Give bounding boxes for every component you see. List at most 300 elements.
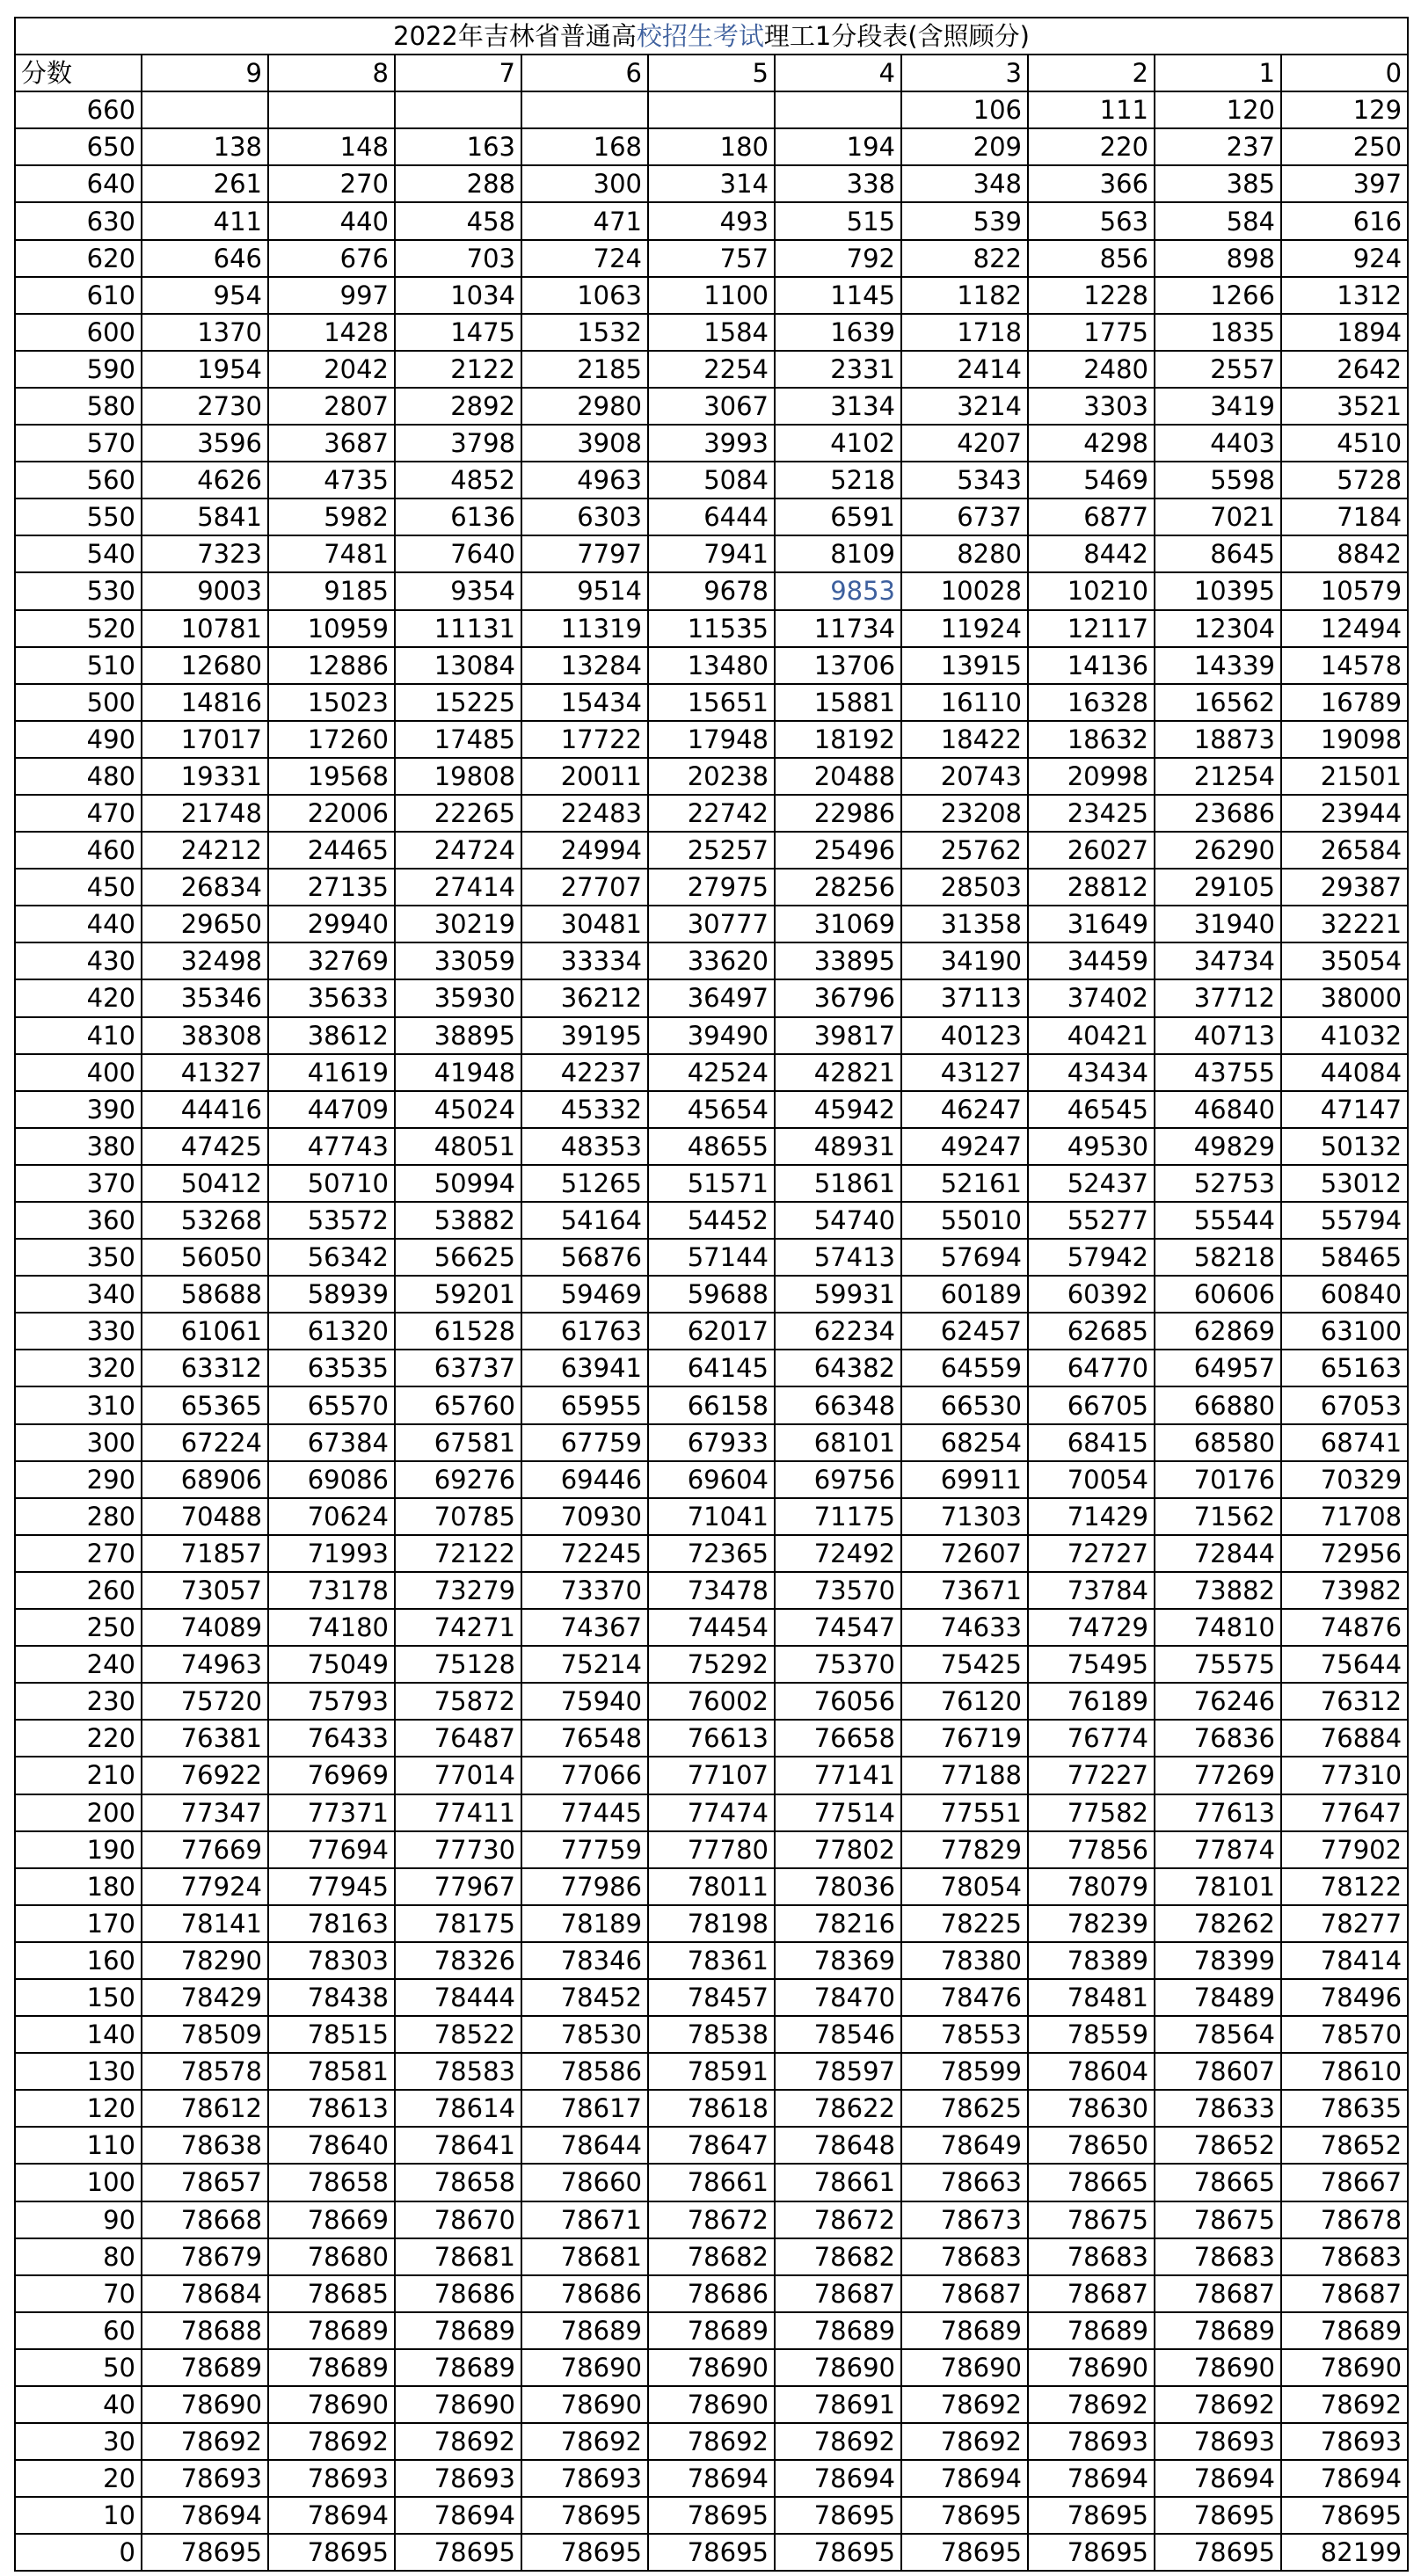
count-cell: 53012 (1281, 1165, 1408, 1202)
count-cell: 67053 (1281, 1386, 1408, 1423)
count-cell: 78692 (268, 2423, 395, 2460)
count-cell: 38895 (395, 1017, 521, 1054)
row-score-cell: 380 (15, 1128, 142, 1165)
count-cell: 78695 (648, 2534, 775, 2571)
count-cell: 60189 (901, 1276, 1028, 1313)
count-cell: 10579 (1281, 572, 1408, 609)
row-score-cell: 320 (15, 1350, 142, 1386)
row-score-cell: 240 (15, 1646, 142, 1683)
count-cell: 7640 (395, 535, 521, 572)
count-cell: 120 (1155, 91, 1281, 128)
count-cell: 54164 (521, 1202, 648, 1239)
count-cell: 3067 (648, 388, 775, 425)
count-cell: 78163 (268, 1905, 395, 1942)
count-cell: 5982 (268, 498, 395, 535)
count-cell: 78607 (1155, 2053, 1281, 2090)
count-cell: 2185 (521, 351, 648, 388)
count-cell: 78591 (648, 2053, 775, 2090)
count-cell: 71708 (1281, 1498, 1408, 1535)
count-cell: 2807 (268, 388, 395, 425)
row-score-cell: 430 (15, 942, 142, 979)
count-cell: 78694 (648, 2460, 775, 2497)
count-cell: 78693 (268, 2460, 395, 2497)
count-cell: 78695 (142, 2534, 268, 2571)
count-cell: 29387 (1281, 869, 1408, 906)
count-cell: 78652 (1155, 2127, 1281, 2164)
count-cell: 78695 (268, 2534, 395, 2571)
table-row (15, 535, 1408, 572)
count-cell: 60840 (1281, 1276, 1408, 1313)
count-cell: 703 (395, 240, 521, 277)
count-cell (648, 91, 775, 128)
count-cell: 78225 (901, 1905, 1028, 1942)
count-cell: 78690 (901, 2349, 1028, 2386)
count-cell: 78672 (775, 2201, 901, 2238)
count-cell: 77227 (1028, 1757, 1155, 1794)
count-cell: 55544 (1155, 1202, 1281, 1239)
count-cell: 220 (1028, 128, 1155, 165)
count-cell: 78692 (142, 2423, 268, 2460)
count-cell: 38612 (268, 1017, 395, 1054)
count-cell: 78101 (1155, 1868, 1281, 1905)
table-row (15, 2349, 1408, 2386)
row-score-cell: 650 (15, 128, 142, 165)
count-cell: 584 (1155, 202, 1281, 239)
count-cell: 129 (1281, 91, 1408, 128)
count-cell: 78546 (775, 2016, 901, 2053)
count-cell: 7481 (268, 535, 395, 572)
count-cell: 78684 (142, 2275, 268, 2312)
count-cell: 4403 (1155, 425, 1281, 462)
count-cell: 78675 (1155, 2201, 1281, 2238)
count-cell: 78690 (1155, 2349, 1281, 2386)
count-cell: 24994 (521, 832, 648, 869)
count-cell: 32221 (1281, 906, 1408, 942)
row-score-cell: 660 (15, 91, 142, 128)
count-cell: 78695 (775, 2534, 901, 2571)
count-cell: 5841 (142, 498, 268, 535)
count-cell: 24212 (142, 832, 268, 869)
count-cell: 13915 (901, 647, 1028, 684)
count-cell: 78399 (1155, 1942, 1281, 1979)
row-score-cell: 560 (15, 462, 142, 498)
count-cell: 78675 (1028, 2201, 1155, 2238)
count-cell: 47743 (268, 1128, 395, 1165)
count-cell: 45332 (521, 1091, 648, 1128)
count-cell: 65570 (268, 1386, 395, 1423)
count-cell: 1639 (775, 314, 901, 351)
count-cell: 22265 (395, 795, 521, 832)
count-cell: 78693 (1281, 2423, 1408, 2460)
count-cell: 78638 (142, 2127, 268, 2164)
table-row (15, 1794, 1408, 1831)
count-cell: 78689 (1028, 2312, 1155, 2349)
count-cell: 78189 (521, 1905, 648, 1942)
count-cell: 78429 (142, 1979, 268, 2016)
table-row (15, 314, 1408, 351)
count-cell: 78380 (901, 1942, 1028, 1979)
row-score-cell: 310 (15, 1386, 142, 1423)
count-cell: 78687 (901, 2275, 1028, 2312)
count-cell: 72607 (901, 1535, 1028, 1572)
count-cell: 40123 (901, 1017, 1028, 1054)
table-row (15, 1609, 1408, 1646)
count-cell: 76433 (268, 1720, 395, 1757)
count-cell: 62685 (1028, 1313, 1155, 1350)
row-score-cell: 70 (15, 2275, 142, 2312)
count-cell: 48051 (395, 1128, 521, 1165)
count-cell: 78635 (1281, 2090, 1408, 2127)
count-cell: 23208 (901, 795, 1028, 832)
count-cell: 1954 (142, 351, 268, 388)
count-cell: 77551 (901, 1794, 1028, 1831)
count-cell: 2331 (775, 351, 901, 388)
count-cell: 63737 (395, 1350, 521, 1386)
count-cell: 78690 (521, 2349, 648, 2386)
count-cell: 53572 (268, 1202, 395, 1239)
count-cell: 27414 (395, 869, 521, 906)
count-cell: 73982 (1281, 1572, 1408, 1609)
count-cell: 338 (775, 165, 901, 202)
count-cell: 78679 (142, 2238, 268, 2275)
count-cell: 76120 (901, 1683, 1028, 1720)
count-cell: 78693 (521, 2460, 648, 2497)
count-cell: 1475 (395, 314, 521, 351)
count-cell: 52753 (1155, 1165, 1281, 1202)
count-cell: 18632 (1028, 721, 1155, 758)
count-cell: 78361 (648, 1942, 775, 1979)
count-cell: 78657 (142, 2164, 268, 2201)
count-cell: 78690 (268, 2386, 395, 2423)
count-cell: 78175 (395, 1905, 521, 1942)
count-cell: 2480 (1028, 351, 1155, 388)
row-score-cell: 350 (15, 1239, 142, 1276)
count-cell: 75495 (1028, 1646, 1155, 1683)
table-row (15, 2090, 1408, 2127)
count-cell: 44084 (1281, 1054, 1408, 1091)
count-cell: 78694 (1155, 2460, 1281, 2497)
row-score-cell: 590 (15, 351, 142, 388)
count-cell: 44709 (268, 1091, 395, 1128)
count-cell: 65760 (395, 1386, 521, 1423)
count-cell: 76056 (775, 1683, 901, 1720)
row-score-cell: 60 (15, 2312, 142, 2349)
count-cell: 23686 (1155, 795, 1281, 832)
table-row (15, 128, 1408, 165)
count-cell: 3419 (1155, 388, 1281, 425)
count-cell: 792 (775, 240, 901, 277)
count-cell: 43434 (1028, 1054, 1155, 1091)
count-cell: 54740 (775, 1202, 901, 1239)
count-cell: 75370 (775, 1646, 901, 1683)
count-cell: 43127 (901, 1054, 1028, 1091)
row-score-cell: 100 (15, 2164, 142, 2201)
count-cell: 73178 (268, 1572, 395, 1609)
count-cell: 28503 (901, 869, 1028, 906)
table-row (15, 498, 1408, 535)
count-cell: 58465 (1281, 1239, 1408, 1276)
title-row (15, 18, 1408, 55)
count-cell: 53882 (395, 1202, 521, 1239)
count-cell: 856 (1028, 240, 1155, 277)
count-cell: 4626 (142, 462, 268, 498)
count-cell: 78640 (268, 2127, 395, 2164)
count-cell: 29940 (268, 906, 395, 942)
count-cell: 25496 (775, 832, 901, 869)
table-row (15, 1979, 1408, 2016)
count-cell: 30777 (648, 906, 775, 942)
count-cell: 78660 (521, 2164, 648, 2201)
count-cell: 77730 (395, 1831, 521, 1868)
row-score-cell: 540 (15, 535, 142, 572)
count-cell: 78644 (521, 2127, 648, 2164)
count-cell: 27707 (521, 869, 648, 906)
count-cell: 261 (142, 165, 268, 202)
count-cell: 62457 (901, 1313, 1028, 1350)
table-row (15, 758, 1408, 795)
count-cell: 20998 (1028, 758, 1155, 795)
count-cell: 77269 (1155, 1757, 1281, 1794)
count-cell: 62869 (1155, 1313, 1281, 1350)
count-cell: 76774 (1028, 1720, 1155, 1757)
count-cell: 15225 (395, 684, 521, 721)
count-cell: 77986 (521, 1868, 648, 1905)
table-row (15, 869, 1408, 906)
count-cell: 13084 (395, 647, 521, 684)
count-cell: 26584 (1281, 832, 1408, 869)
count-cell: 76658 (775, 1720, 901, 1757)
table-row (15, 1831, 1408, 1868)
count-cell: 55277 (1028, 1202, 1155, 1239)
count-cell: 76246 (1155, 1683, 1281, 1720)
count-cell: 66158 (648, 1386, 775, 1423)
count-cell: 954 (142, 277, 268, 314)
count-cell[interactable]: 9853 (775, 572, 901, 609)
count-cell: 59201 (395, 1276, 521, 1313)
count-cell: 77967 (395, 1868, 521, 1905)
table-row (15, 1424, 1408, 1461)
table-row (15, 795, 1408, 832)
count-cell: 11535 (648, 610, 775, 647)
count-cell: 3214 (901, 388, 1028, 425)
count-cell: 68254 (901, 1424, 1028, 1461)
count-cell: 17017 (142, 721, 268, 758)
count-cell: 49829 (1155, 1128, 1281, 1165)
count-cell: 30481 (521, 906, 648, 942)
count-cell: 67759 (521, 1424, 648, 1461)
count-cell: 58218 (1155, 1239, 1281, 1276)
count-cell: 66880 (1155, 1386, 1281, 1423)
count-cell: 78695 (901, 2497, 1028, 2534)
count-cell: 22986 (775, 795, 901, 832)
count-cell: 78612 (142, 2090, 268, 2127)
row-score-cell: 600 (15, 314, 142, 351)
count-cell: 65365 (142, 1386, 268, 1423)
count-cell (268, 91, 395, 128)
count-cell: 78141 (142, 1905, 268, 1942)
table-row (15, 2201, 1408, 2238)
table-row (15, 2312, 1408, 2349)
table-row (15, 721, 1408, 758)
count-cell: 50412 (142, 1165, 268, 1202)
count-cell: 18422 (901, 721, 1028, 758)
count-cell: 45654 (648, 1091, 775, 1128)
count-cell: 78538 (648, 2016, 775, 2053)
count-cell: 1063 (521, 277, 648, 314)
count-cell: 28812 (1028, 869, 1155, 906)
count-cell: 61528 (395, 1313, 521, 1350)
header-row (15, 55, 1408, 91)
count-cell: 77924 (142, 1868, 268, 1905)
count-cell: 19331 (142, 758, 268, 795)
count-cell: 78681 (521, 2238, 648, 2275)
count-cell: 1775 (1028, 314, 1155, 351)
count-cell: 18873 (1155, 721, 1281, 758)
count-cell: 78690 (648, 2349, 775, 2386)
table-row (15, 1683, 1408, 1720)
count-cell: 31069 (775, 906, 901, 942)
count-cell: 26834 (142, 869, 268, 906)
table-row (15, 462, 1408, 498)
count-cell: 676 (268, 240, 395, 277)
count-cell: 21748 (142, 795, 268, 832)
count-cell: 64145 (648, 1350, 775, 1386)
count-cell: 15881 (775, 684, 901, 721)
count-cell: 1835 (1155, 314, 1281, 351)
count-cell: 78691 (775, 2386, 901, 2423)
count-cell: 72245 (521, 1535, 648, 1572)
count-cell: 7323 (142, 535, 268, 572)
count-cell: 194 (775, 128, 901, 165)
row-score-cell: 220 (15, 1720, 142, 1757)
header-digit-5: 5 (648, 55, 775, 91)
count-cell: 21254 (1155, 758, 1281, 795)
count-cell: 1894 (1281, 314, 1408, 351)
count-cell: 76836 (1155, 1720, 1281, 1757)
count-cell: 209 (901, 128, 1028, 165)
count-cell: 70488 (142, 1498, 268, 1535)
count-cell: 563 (1028, 202, 1155, 239)
count-cell: 75049 (268, 1646, 395, 1683)
table-row (15, 1720, 1408, 1757)
count-cell: 33334 (521, 942, 648, 979)
count-cell: 64957 (1155, 1350, 1281, 1386)
count-cell: 2730 (142, 388, 268, 425)
row-score-cell: 300 (15, 1424, 142, 1461)
count-cell: 78692 (1028, 2386, 1155, 2423)
count-cell: 78694 (1028, 2460, 1155, 2497)
count-cell: 7941 (648, 535, 775, 572)
table-row (15, 1386, 1408, 1423)
count-cell: 78692 (775, 2423, 901, 2460)
count-cell: 78669 (268, 2201, 395, 2238)
count-cell: 77759 (521, 1831, 648, 1868)
count-cell: 78694 (142, 2497, 268, 2534)
count-cell: 17948 (648, 721, 775, 758)
count-cell: 76548 (521, 1720, 648, 1757)
table-row (15, 832, 1408, 869)
count-cell: 21501 (1281, 758, 1408, 795)
count-cell: 15434 (521, 684, 648, 721)
count-cell: 39817 (775, 1017, 901, 1054)
count-cell: 55794 (1281, 1202, 1408, 1239)
count-cell: 78678 (1281, 2201, 1408, 2238)
count-cell: 74089 (142, 1609, 268, 1646)
table-title (15, 18, 1408, 55)
count-cell: 27135 (268, 869, 395, 906)
count-cell: 78694 (268, 2497, 395, 2534)
count-cell: 78198 (648, 1905, 775, 1942)
count-cell: 72122 (395, 1535, 521, 1572)
count-cell: 78670 (395, 2201, 521, 2238)
count-cell: 13284 (521, 647, 648, 684)
row-score-cell: 520 (15, 610, 142, 647)
count-cell: 42821 (775, 1054, 901, 1091)
title-link[interactable]: 校招生考试 (636, 21, 764, 52)
count-cell: 71041 (648, 1498, 775, 1535)
count-cell: 51571 (648, 1165, 775, 1202)
count-cell: 78689 (901, 2312, 1028, 2349)
count-cell: 78661 (775, 2164, 901, 2201)
count-cell: 78457 (648, 1979, 775, 2016)
count-cell: 9678 (648, 572, 775, 609)
count-cell: 33620 (648, 942, 775, 979)
count-cell: 78685 (268, 2275, 395, 2312)
count-cell: 67933 (648, 1424, 775, 1461)
count-cell: 69086 (268, 1461, 395, 1498)
count-cell: 63312 (142, 1350, 268, 1386)
row-score-cell: 330 (15, 1313, 142, 1350)
count-cell: 76002 (648, 1683, 775, 1720)
header-digit-3: 3 (901, 55, 1028, 91)
count-cell: 78522 (395, 2016, 521, 2053)
count-cell: 78695 (1028, 2497, 1155, 2534)
count-cell: 31649 (1028, 906, 1155, 942)
row-score-cell: 620 (15, 240, 142, 277)
count-cell: 4102 (775, 425, 901, 462)
count-cell: 13480 (648, 647, 775, 684)
count-cell: 78688 (142, 2312, 268, 2349)
table-row (15, 277, 1408, 314)
count-cell: 60606 (1155, 1276, 1281, 1313)
count-cell: 20743 (901, 758, 1028, 795)
count-cell: 75292 (648, 1646, 775, 1683)
header-digit-1: 1 (1155, 55, 1281, 91)
count-cell: 41327 (142, 1054, 268, 1091)
row-score-cell: 420 (15, 979, 142, 1016)
count-cell: 78581 (268, 2053, 395, 2090)
count-cell: 5598 (1155, 462, 1281, 498)
count-cell: 24724 (395, 832, 521, 869)
count-cell: 78683 (1281, 2238, 1408, 2275)
count-cell: 61763 (521, 1313, 648, 1350)
count-cell: 71562 (1155, 1498, 1281, 1535)
count-cell: 3303 (1028, 388, 1155, 425)
count-cell: 77902 (1281, 1831, 1408, 1868)
row-score-cell: 190 (15, 1831, 142, 1868)
count-cell: 180 (648, 128, 775, 165)
count-cell: 76719 (901, 1720, 1028, 1757)
count-cell: 20238 (648, 758, 775, 795)
count-cell: 78122 (1281, 1868, 1408, 1905)
count-cell: 78682 (775, 2238, 901, 2275)
count-cell: 16562 (1155, 684, 1281, 721)
row-score-cell: 580 (15, 388, 142, 425)
count-cell: 78690 (1281, 2349, 1408, 2386)
count-cell: 78690 (648, 2386, 775, 2423)
count-cell: 65955 (521, 1386, 648, 1423)
count-cell: 37712 (1155, 979, 1281, 1016)
